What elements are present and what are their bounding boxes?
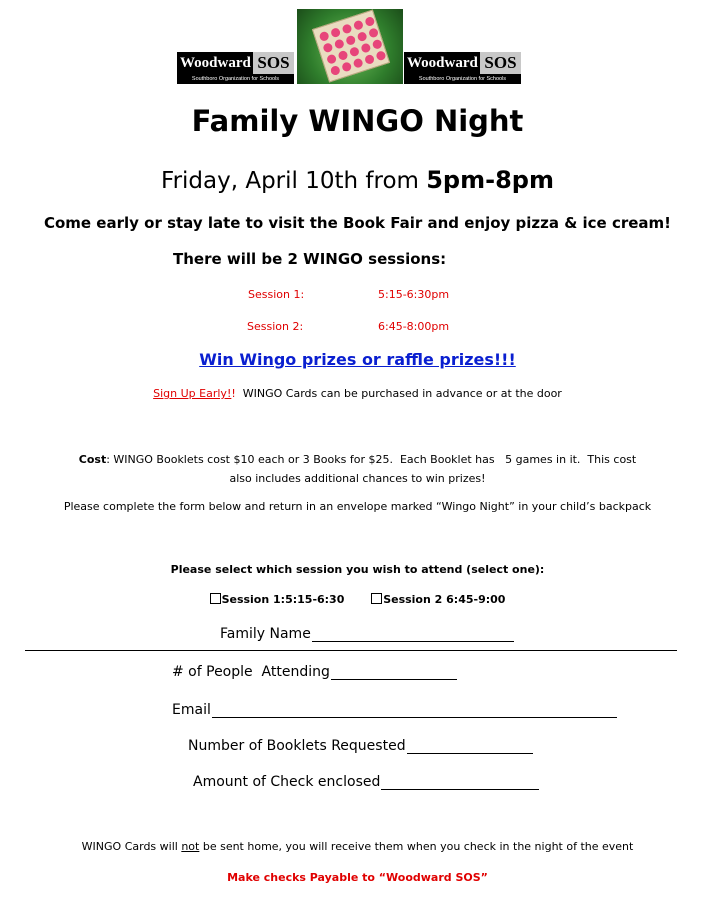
session-1-label: Session 1: <box>248 288 305 301</box>
booklets-label: Number of Booklets Requested <box>188 738 406 754</box>
logo-word: Woodward <box>404 52 480 74</box>
cost-label: Cost <box>78 453 107 466</box>
check-amount-line[interactable] <box>381 775 539 790</box>
session-2-time: 6:45-8:00pm <box>378 320 450 333</box>
booklets-line[interactable] <box>407 739 533 754</box>
family-name-line[interactable] <box>312 627 514 642</box>
family-name-label: Family Name <box>220 626 311 642</box>
check-amount-label: Amount of Check enclosed <box>193 774 381 790</box>
logo-sos: SOS <box>253 52 294 74</box>
email-field[interactable] <box>172 702 617 718</box>
logo-subtitle: Southboro Organization for Schools <box>404 74 521 84</box>
cost-text-1: : WINGO Booklets cost $10 each or 3 Books for $25. Each Booklet has 5 games in it. This cost <box>106 453 637 466</box>
select-session-heading: Please select which session you wish to attend (select one): <box>170 563 545 576</box>
page-title: Family WINGO Night <box>191 104 524 138</box>
session-option-1[interactable] <box>210 593 345 606</box>
bingo-card-icon <box>312 9 390 82</box>
session-option-2-label: Session 2 6:45-9:00 <box>383 593 506 606</box>
date-prefix: Friday, April 10th from <box>161 168 427 194</box>
session-option-1-label: Session 1:5:15-6:30 <box>221 593 345 606</box>
event-time: 5pm-8pm <box>426 166 554 194</box>
bingo-card-photo <box>297 9 403 84</box>
email-line[interactable] <box>212 703 617 718</box>
please-complete-text: Please complete the form below and return in an envelope marked “Wingo Night” in your child’s backpack <box>63 500 652 513</box>
come-early-text: Come early or stay late to visit the Book Fair and enjoy pizza & ice cream! <box>43 214 672 232</box>
logo-subtitle: Southboro Organization for Schools <box>177 74 294 84</box>
signup-exclamation: ! <box>231 387 236 400</box>
checkbox-icon[interactable] <box>210 593 221 604</box>
cost-paragraph <box>30 450 685 488</box>
footer-note <box>0 840 715 853</box>
family-name-field[interactable] <box>220 626 514 642</box>
woodward-sos-logo-right <box>404 52 521 84</box>
email-label: Email <box>172 702 211 718</box>
cost-text-2: also includes additional chances to win prizes! <box>229 472 486 485</box>
footer-pre: WINGO Cards will <box>81 840 182 853</box>
signup-text: WINGO Cards can be purchased in advance or at the door <box>235 387 562 400</box>
event-date <box>0 166 715 194</box>
session-options <box>0 593 715 606</box>
checks-payable-text: Make checks Payable to “Woodward SOS” <box>227 871 488 884</box>
booklets-field[interactable] <box>188 738 533 754</box>
footer-not: not <box>181 840 200 853</box>
divider <box>25 650 677 651</box>
session-option-2[interactable] <box>371 593 505 606</box>
checkbox-icon[interactable] <box>371 593 382 604</box>
footer-post: be sent home, you will receive them when you check in the night of the event <box>199 840 634 853</box>
session-1-time: 5:15-6:30pm <box>378 288 450 301</box>
logo-sos: SOS <box>480 52 521 74</box>
logo-word: Woodward <box>177 52 253 74</box>
people-attending-field[interactable] <box>172 664 457 680</box>
prizes-headline: Win Wingo prizes or raffle prizes!!! <box>199 350 516 369</box>
sessions-heading: There will be 2 WINGO sessions: <box>173 250 447 268</box>
woodward-sos-logo-left <box>177 52 294 84</box>
check-amount-field[interactable] <box>193 774 539 790</box>
people-attending-label: # of People Attending <box>172 664 330 680</box>
signup-early-link: Sign Up Early! <box>153 387 232 400</box>
session-2-label: Session 2: <box>247 320 304 333</box>
signup-line <box>0 387 715 400</box>
people-attending-line[interactable] <box>331 665 457 680</box>
